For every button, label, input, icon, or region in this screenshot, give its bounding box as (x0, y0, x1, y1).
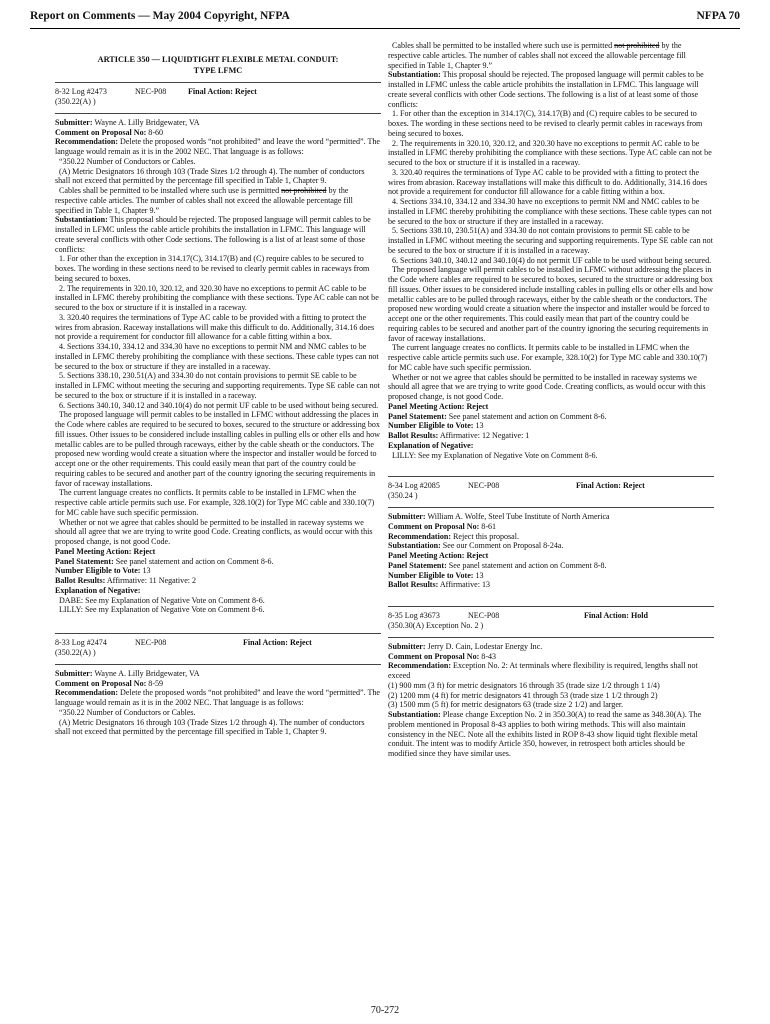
header-left: Report on Comments — May 2004 Copyright, NFPA (30, 10, 290, 22)
comment-8-34: 8-34 Log #2085 NEC-P08 Final Action: Reject (350.24 ) Submitter: William A. Wolfe, Steel Tube Institute of North America Comment on Proposal No: 8-61 Recommendation: Reject this proposal. Substantiation: See our Comment on Proposal 8-24a. Panel Meeting Action: Reject Panel Statement: See panel statement and action on Comment 8-8. Number Eligible to Vote: 13 Ballot Results: Affirmative: 13 (388, 481, 714, 590)
divider (55, 633, 381, 634)
divider (55, 113, 381, 114)
log-header: 8-32 Log #2473 NEC-P08 Final Action: Reject (55, 87, 257, 96)
divider (388, 476, 714, 477)
article-title: ARTICLE 350 — LIQUIDTIGHT FLEXIBLE METAL CONDUIT: TYPE LFMC (97, 55, 339, 75)
log-header: 8-35 Log #3673 NEC-P08 Final Action: Hold (388, 611, 648, 620)
submitter: Wayne A. Lilly Bridgewater, VA (94, 117, 200, 127)
comment-8-33: 8-33 Log #2474 NEC-P08 Final Action: Reject (350.22(A) ) Submitter: Wayne A. Lilly Bridgewater, VA Comment on Proposal No: 8-59 Recommendation: Delete the proposed words “not prohibited” and leave the word “permitted”. The language would remain as it is in the 2002 NEC. That language is as follows: “350.22 Number of Conductors or Cables. (A) Metric Designators 16 through 103 (Trade Sizes 1/2 through 4). The number of conductors shall not exceed that permitted by the percentage fill specified in Table 1, Chapter 9. (55, 638, 380, 737)
header-right: NFPA 70 (696, 10, 740, 22)
log-header: 8-33 Log #2474 NEC-P08 Final Action: Reject (55, 638, 312, 647)
log-header: 8-34 Log #2085 NEC-P08 Final Action: Reject (388, 481, 645, 491)
divider (55, 82, 381, 83)
comment-8-32: 8-32 Log #2473 NEC-P08 Final Action: Reject (350.22(A) ) Submitter: Wayne A. Lilly Bridgewater, VA Comment on Proposal No: 8-60 Recommendation: Delete the proposed words “not prohibited” and leave the word “permitted”. The language would remain as it is in the 2002 NEC. That language is as follows: “350.22 Number of Conductors or Cables. (A) Metric Designators 16 through 103 (Trade Sizes 1/2 through 4). The number of conductors shall not exceed that permitted by the percentage fill specified in Table 1, Chapter 9. Cables shall be permitted to be installed where such use is permitted not prohibited by the respective cable articles. The number of cables shall not exceed the allowable percentage fill specified in Table 1, Chapter 9.” Substantiation: This proposal should be rejected. The proposed language will permit cables to be installed in LFMC unless the cable article prohibits the installation in LFMC. This language will create several conflicts with other Code sections. The following is a list of at least some of those conflicts: 1. For other than the exception in 314.17(C), 314.17(B) and (C) require cables to be secured to boxes. The wording in these sections need to be revised to clearly permit cables in raceways from being secured to boxes. 2. The requirements in 320.10, 320.12, and 320.30 have no exceptions to permit AC cable to be installed in LFMC thereby prohibiting the compliance with these sections. Type AC cable can not be secured to the box or structure if it is installed in a raceway. 3. 320.40 requires the terminations of Type AC cable to be provided with a fitting to protect the wires from abrasion. Raceway installations will make this difficult to do. Additionally, 314.16 does not provide a requirement for conductor fill allowance for a cable fitting within a box. 4. Sections 334.10, 334.12 and 334.30 have no exceptions to permit NM and NMC cables to be installed in LFMC thereby prohibiting the compliance with these sections. These cable types can not be secured to the box or structure if they are installed in a raceway. 5. Sections 338.10, 230.51(A) and 334.30 do not contain provisions to permit SE cable to be installed in LFMC without meeting the securing and supporting requirements. Type SE cable can not be secured to the box or structure if it is installed in a raceway. 6. Sections 340.10, 340.12 and 340.10(4) do not permit UF cable to be used without being secured. The proposed language will permit cables to be installed in LFMC without addressing the places in the Code where cables are required to be secured to boxes, secured to the structure or addressing box fill issues. Other issues to be considered include installing cables in pulling ells or other ells and how metallic cables are to be pulled through raceways, either by the cable sheath or the conductors. The proposed new wording would create a situation where the inspector and installer would be forced to accept one or the other requirements. This could easily mean that part of the country could be requiring cables to be secured and another part of the country ignoring the securing requirements in favor of raceway installations. The current language creates no conflicts. It permits cable to be installed in LFMC when the respective cable article permits such use. For example, 328.10(2) for Type MC cable and 330.10(7) for MC cable have such specific permission. Whether or not we agree that cables should be permitted to be installed in raceway systems we should all agree that we are trying to write good Code. Creating conflicts, as would occur with this proposed change, is not good Code. Panel Meeting Action: Reject Panel Statement: See panel statement and action on Comment 8-6. Number Eligible to Vote: 13 Ballot Results: Affirmative: 11 Negative: 2 Explanation of Negative: DABE: See my Explanation of Negative Vote on Comment 8-6. LILLY: See my Explanation of Negative Vote on Comment 8-6. (55, 87, 380, 615)
divider (55, 664, 381, 665)
page-header (30, 8, 740, 29)
left-column (55, 40, 381, 737)
section-ref: (350.22(A) ) (55, 97, 96, 106)
divider (388, 606, 714, 607)
right-column (388, 41, 714, 759)
comment-8-35: 8-35 Log #3673 NEC-P08 Final Action: Hold (350.30(A) Exception No. 2 ) Submitter: Jerry D. Cain, Lodestar Energy Inc. Comment on Proposal No: 8-43 Recommendation: Exception No. 2: At terminals where flexibility is required, lengths shall not exceed (1) 900 mm (3 ft) for metric designators 16 through 35 (trade size 1/2 through 1 1/4) (2) 1200 mm (4 ft) for metric designators 41 through 53 (trade size 1 1/2 through 2) (3) 1500 mm (5 ft) for metric designators 63 (trade size 2 1/2) and larger. Substantiation: Please change Exception No. 2 in 350.30(A) to read the same as 348.30(A). The problem mentioned in Proposal 8-43 applies to both wiring methods. This will also maintain consistency in the NEC. Note all the exhibits listed in ROP 8-43 show liquid tight flexible metal conduit. The intent was to modify Article 350, however, in retrospect both articles should be modified since they have similar uses. (388, 611, 714, 759)
page-number: 70-272 (370, 1005, 400, 1016)
comment-8-33-continued: Cables shall be permitted to be installed where such use is permitted not prohibited by the respective cable articles. The number of cables shall not exceed the allowable percentage fill specified in Table 1, Chapter 9.” Substantiation: This proposal should be rejected. The proposed language will permit cables to be installed in LFMC unless the cable article prohibits the installation in LFMC. This language will create several conflicts with other Code sections. The following is a list of at least some of those conflicts: 1. For other than the exception in 314.17(C), 314.17(B) and (C) require cables to be secured to boxes. The wording in these sections need to be revised to clearly permit cables in raceways from being secured to boxes. 2. The requirements in 320.10, 320.12, and 320.30 have no exceptions to permit AC cable to be installed in LFMC thereby prohibiting the compliance with these sections. Type AC cable can not be secured to the box or structure if it is installed in a raceway. 3. 320.40 requires the terminations of Type AC cable to be provided with a fitting to protect the wires from abrasion. Raceway installations will make this difficult to do. Additionally, 314.16 does not provide a requirement for conductor fill allowance for a cable fitting within a box. 4. Sections 334.10, 334.12 and 334.30 have no exceptions to permit NM and NMC cables to be installed in LFMC thereby prohibiting the compliance with these sections. These cable types can not be secured to the box or structure if they are installed in a raceway. 5. Sections 338.10, 230.51(A) and 334.30 do not contain provisions to permit SE cable to be installed in LFMC without meeting the securing and supporting requirements. Type SE cable can not be secured to the box or structure if it is installed in a raceway. 6. Sections 340.10, 340.12 and 340.10(4) do not permit UF cable to be used without being secured. The proposed language will permit cables to be installed in LFMC without addressing the places in the Code where cables are required to be secured to boxes, secured to the structure or addressing box fill issues. Other issues to be considered include installing cables in pulling ells or other ells and how metallic cables are to be pulled through raceways, either by the cable sheath or the conductors. The proposed new wording would create a situation where the inspector and installer would be forced to accept one or the other requirements. This could easily mean that part of the country could be requiring cables to be secured and another part of the country ignoring the securing requirements in favor of raceway installations. The current language creates no conflicts. It permits cable to be installed in LFMC when the respective cable article permits such use. For example, 328.10(2) for Type MC cable and 330.10(7) for MC cable have such specific permission. Whether or not we agree that cables should be permitted to be installed in raceway systems we should all agree that we are trying to write good Code. Creating conflicts, as would occur with this proposed change, is not good Code. Panel Meeting Action: Reject Panel Statement: See panel statement and action on Comment 8-6. Number Eligible to Vote: 13 Ballot Results: Affirmative: 12 Negative: 1 Explanation of Negative: LILLY: See my Explanation of Negative Vote on Comment 8-6. (388, 41, 713, 460)
divider (388, 507, 714, 508)
divider (388, 637, 714, 638)
